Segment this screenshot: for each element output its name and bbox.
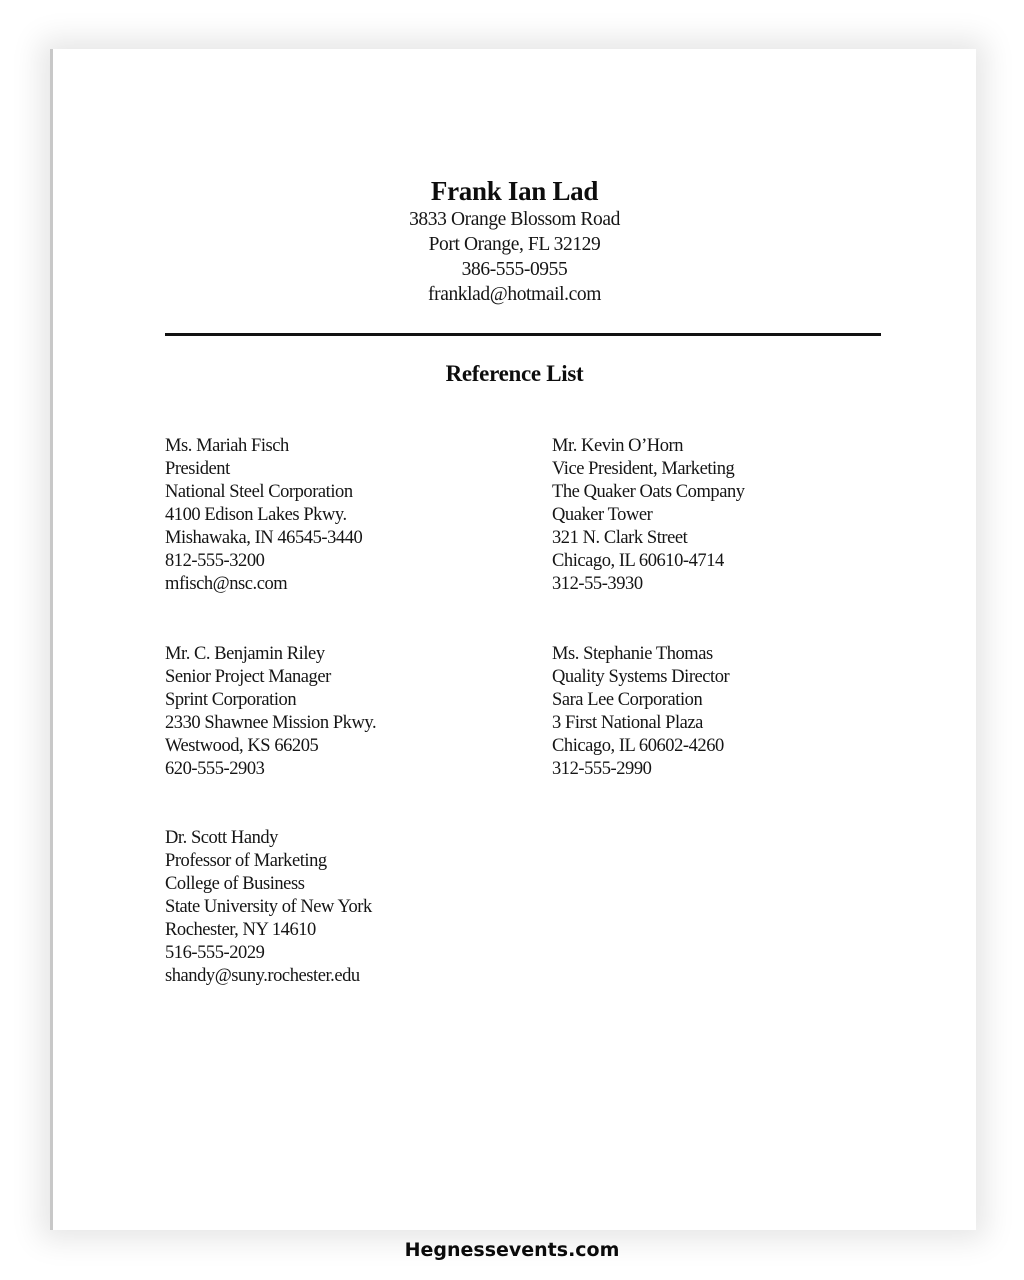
reference-company: Sara Lee Corporation	[552, 690, 703, 710]
reference-phone: 312-55-3930	[552, 574, 643, 594]
reference-city: Mishawaka, IN 46545-3440	[165, 528, 363, 548]
reference-street: 3 First National Plaza	[552, 713, 703, 733]
reference-entry	[165, 435, 362, 596]
phone-number: 386-555-0955	[461, 259, 568, 280]
reference-title: President	[165, 459, 230, 479]
letterhead	[53, 175, 976, 307]
document-page	[50, 49, 976, 1230]
reference-street: 4100 Edison Lakes Pkwy.	[165, 505, 347, 525]
reference-title: Senior Project Manager	[165, 667, 331, 687]
applicant-name: Frank Ian Lad	[430, 176, 599, 206]
reference-street: 2330 Shawnee Mission Pkwy.	[165, 713, 377, 733]
reference-name: Dr. Scott Handy	[165, 828, 278, 848]
reference-email: mfisch@nsc.com	[165, 574, 288, 594]
reference-name: Mr. C. Benjamin Riley	[165, 644, 325, 664]
address-line-1: 3833 Orange Blossom Road	[409, 209, 620, 230]
reference-phone: 516-555-2029	[165, 943, 265, 963]
reference-title: Quality Systems Director	[552, 667, 730, 687]
reference-entry	[165, 827, 372, 988]
reference-city: Rochester, NY 14610	[165, 920, 316, 940]
reference-phone: 312-555-2990	[552, 759, 652, 779]
reference-title: Vice President, Marketing	[552, 459, 735, 479]
reference-company: Sprint Corporation	[165, 690, 297, 710]
reference-street: 321 N. Clark Street	[552, 528, 688, 548]
reference-email: shandy@suny.rochester.edu	[165, 966, 360, 986]
reference-city: Chicago, IL 60610-4714	[552, 551, 724, 571]
reference-entry	[552, 643, 729, 781]
reference-entry	[165, 643, 376, 781]
reference-department: College of Business	[165, 874, 305, 894]
email-address: franklad@hotmail.com	[428, 284, 601, 305]
reference-building: Quaker Tower	[552, 505, 653, 525]
reference-city: Westwood, KS 66205	[165, 736, 319, 756]
reference-name: Mr. Kevin O’Horn	[552, 436, 684, 456]
reference-title: Professor of Marketing	[165, 851, 327, 871]
header-divider	[165, 333, 881, 336]
site-watermark: Hegnessevents.com	[404, 1239, 620, 1261]
reference-name: Ms. Mariah Fisch	[165, 436, 289, 456]
reference-entry	[552, 435, 745, 596]
reference-company: The Quaker Oats Company	[552, 482, 745, 502]
reference-name: Ms. Stephanie Thomas	[552, 644, 713, 664]
reference-city: Chicago, IL 60602-4260	[552, 736, 724, 756]
address-line-2: Port Orange, FL 32129	[428, 234, 601, 255]
reference-institution: State University of New York	[165, 897, 372, 917]
section-title: Reference List	[445, 361, 584, 386]
reference-phone: 620-555-2903	[165, 759, 265, 779]
reference-company: National Steel Corporation	[165, 482, 353, 502]
reference-phone: 812-555-3200	[165, 551, 265, 571]
